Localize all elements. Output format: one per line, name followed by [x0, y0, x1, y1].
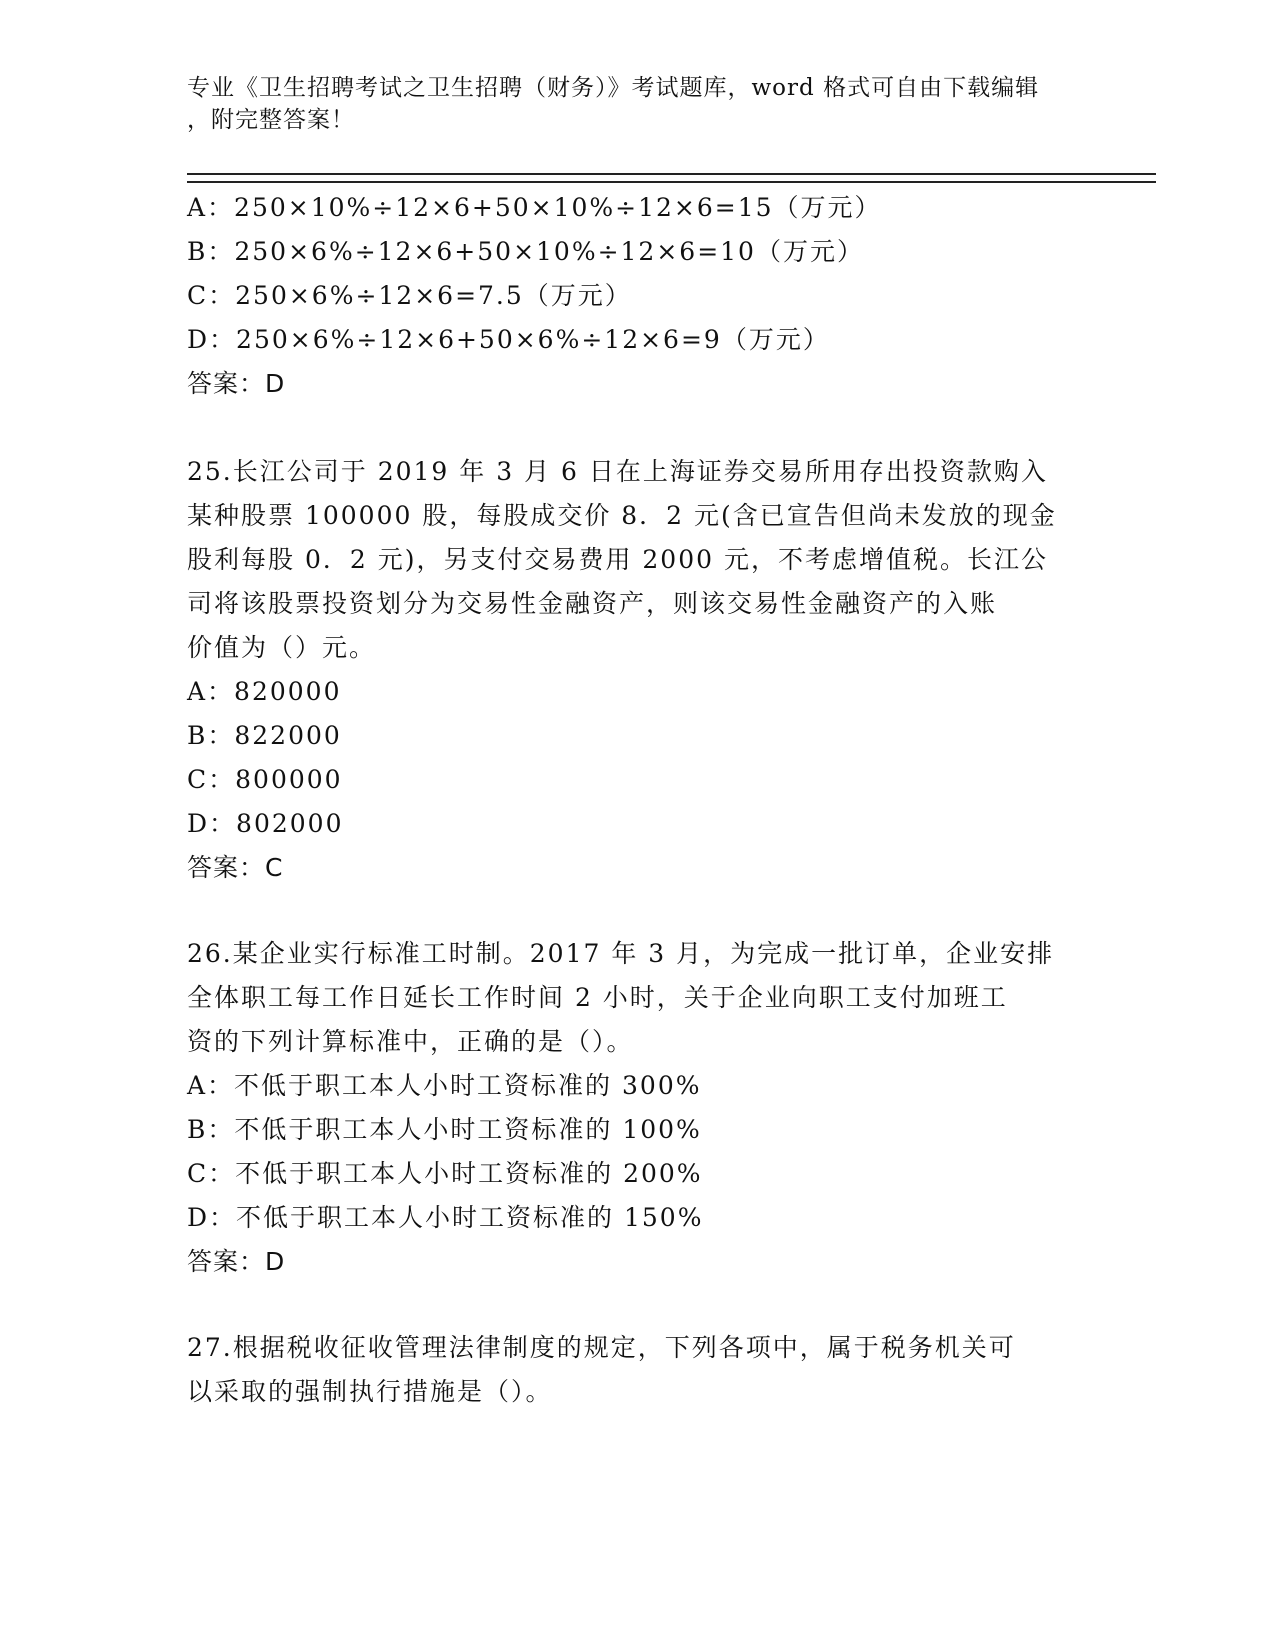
q25-stem-line-5: 价值为（）元。: [187, 633, 377, 662]
header-divider-top: [187, 173, 1156, 175]
q26-answer: 答案：D: [187, 1247, 286, 1276]
q24-answer: 答案：D: [187, 369, 286, 398]
header-divider-bottom: [187, 181, 1156, 183]
q27-stem-line-1: 27.根据税收征收管理法律制度的规定，下列各项中，属于税务机关可: [187, 1333, 1016, 1362]
q25-option-a: A：820000: [187, 677, 342, 706]
q24-option-b: B：250×6%÷12×6+50×10%÷12×6=10（万元）: [187, 237, 864, 266]
q27-stem-line-2: 以采取的强制执行措施是（）。: [187, 1377, 553, 1406]
q24-option-c: C：250×6%÷12×6=7.5（万元）: [187, 281, 632, 310]
q26-stem-line-3: 资的下列计算标准中，正确的是（）。: [187, 1027, 634, 1056]
header-line-2: ，附完整答案！: [187, 107, 355, 133]
q25-answer: 答案：C: [187, 853, 284, 882]
q26-option-a: A：不低于职工本人小时工资标准的 300%: [187, 1071, 702, 1100]
document-header: [187, 72, 1067, 136]
q25-stem-line-2: 某种股票 100000 股，每股成交价 8．2 元(含已宣告但尚未发放的现金: [187, 501, 1057, 530]
q25-stem-line-3: 股利每股 0．2 元)，另支付交易费用 2000 元，不考虑增值税。长江公: [187, 545, 1048, 574]
q25-stem-line-4: 司将该股票投资划分为交易性金融资产，则该交易性金融资产的入账: [187, 589, 998, 618]
q24-option-a: A：250×10%÷12×6+50×10%÷12×6=15（万元）: [187, 193, 882, 222]
q26-option-c: C：不低于职工本人小时工资标准的 200%: [187, 1159, 703, 1188]
q25-stem-line-1: 25.长江公司于 2019 年 3 月 6 日在上海证券交易所用存出投资款购入: [187, 457, 1048, 486]
q25-option-b: B：822000: [187, 721, 342, 750]
header-line-1: 专业《卫生招聘考试之卫生招聘（财务）》考试题库，word 格式可自由下载编辑: [187, 75, 1040, 101]
q25-option-d: D：802000: [187, 809, 344, 838]
q25-option-c: C：800000: [187, 765, 343, 794]
q26-stem-line-1: 26.某企业实行标准工时制。2017 年 3 月，为完成一批订单，企业安排: [187, 939, 1055, 968]
q24-option-d: D：250×6%÷12×6+50×6%÷12×6=9（万元）: [187, 325, 830, 354]
q26-option-d: D：不低于职工本人小时工资标准的 150%: [187, 1203, 704, 1232]
q26-stem-line-2: 全体职工每工作日延长工作时间 2 小时，关于企业向职工支付加班工: [187, 983, 1008, 1012]
q26-option-b: B：不低于职工本人小时工资标准的 100%: [187, 1115, 702, 1144]
